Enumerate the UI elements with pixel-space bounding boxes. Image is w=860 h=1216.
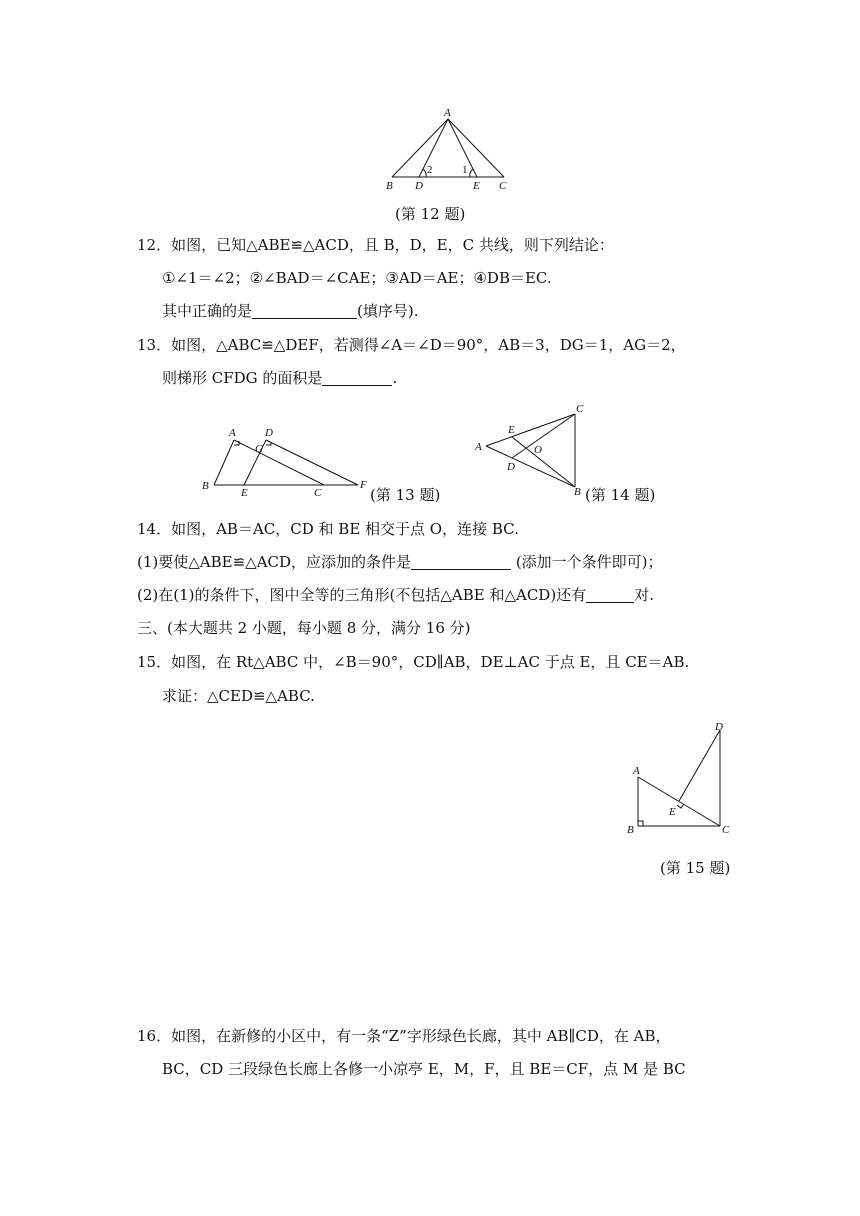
q14-answer-blank-2[interactable]: [586, 587, 634, 603]
figure-13: [198, 425, 378, 500]
fig15-label-C: C: [722, 824, 730, 836]
q12-line3-prefix: 其中正确的是: [162, 302, 253, 320]
fig14-label-O: O: [534, 444, 542, 456]
q14-line3: [137, 585, 654, 605]
fig12-label-E: E: [473, 180, 480, 192]
fig12-label-B: B: [386, 180, 393, 192]
q15-line2: 求证：△CED≌△ABC.: [162, 687, 315, 705]
q12-line3-suffix: (填序号).: [357, 302, 419, 320]
fig14-label-C: C: [576, 403, 584, 415]
fig13-label-E: E: [241, 487, 248, 499]
figure-14: [470, 400, 590, 498]
fig14-label-D: D: [507, 461, 515, 473]
fig12-label-1: 1: [462, 164, 468, 176]
fig12-label-C: C: [499, 180, 507, 192]
q13-line2-prefix: 则梯形 CFDG 的面积是: [162, 369, 323, 387]
q14-answer-blank-1[interactable]: [411, 554, 511, 570]
q14-line3-prefix: (2)在(1)的条件下，图中全等的三角形(不包括△ABE 和△ACD)还有: [137, 586, 587, 604]
fig15-label-A: A: [633, 765, 640, 777]
fig13-label-D: D: [265, 427, 273, 439]
section-3-heading: 三、(本大题共 2 小题，每小题 8 分，满分 16 分): [137, 619, 471, 637]
fig13-label-F: F: [360, 479, 367, 491]
q12-line3: [162, 301, 419, 321]
q14-line1: 14．如图，AB＝AC，CD 和 BE 相交于点 O，连接 BC.: [137, 520, 519, 538]
fig12-label-D: D: [415, 180, 423, 192]
q12-line1: 12．如图，已知△ABE≌△ACD，且 B，D，E，C 共线，则下列结论：: [137, 236, 614, 254]
fig13-label-B: B: [202, 480, 209, 492]
fig13-label-A: A: [229, 427, 236, 439]
fig13-label-G: G: [255, 443, 263, 455]
q12-answer-blank[interactable]: [252, 303, 357, 319]
fig13-caption: (第 13 题): [370, 486, 441, 504]
fig15-label-E: E: [669, 806, 676, 818]
fig14-label-B: B: [574, 486, 581, 498]
fig14-label-E: E: [508, 424, 515, 436]
q14-line3-suffix: 对.: [634, 586, 654, 604]
q13-line2: [162, 368, 397, 388]
q16-line1: 16．如图，在新修的小区中，有一条“Z”字形绿色长廊，其中 AB∥CD，在 AB，: [137, 1027, 671, 1045]
fig12-label-2: 2: [427, 164, 433, 176]
q14-line2-prefix: (1)要使△ABE≌△ACD，应添加的条件是: [137, 553, 412, 571]
q14-line2-suffix: (添加一个条件即可)；: [515, 553, 663, 571]
q13-answer-blank[interactable]: [322, 370, 392, 386]
fig13-label-C: C: [314, 487, 322, 499]
fig14-caption: (第 14 题): [585, 486, 656, 504]
fig15-caption: (第 15 题): [660, 859, 731, 877]
fig15-label-B: B: [627, 824, 634, 836]
figure-15: [625, 720, 740, 840]
q15-line1: 15．如图，在 Rt△ABC 中，∠B＝90°，CD∥AB，DE⊥AC 于点 E，且 CE＝AB.: [137, 653, 690, 671]
fig15-label-D: D: [715, 721, 723, 733]
q13-line1: 13．如图，△ABC≌△DEF，若测得∠A＝∠D＝90°，AB＝3，DG＝1，AG＝2，: [137, 336, 686, 354]
q12-line2: ①∠1＝∠2；②∠BAD＝∠CAE；③AD＝AE；④DB＝EC.: [162, 269, 552, 287]
q14-line2: [137, 552, 663, 572]
fig12-caption: (第 12 题): [395, 205, 466, 223]
fig12-label-A: A: [444, 107, 451, 119]
figure-12: [380, 105, 520, 195]
q13-line2-suffix: .: [392, 369, 398, 387]
fig14-label-A: A: [475, 441, 482, 453]
q16-line2: BC，CD 三段绿色长廊上各修一小凉亭 E，M，F，且 BE＝CF，点 M 是 BC: [162, 1060, 686, 1078]
